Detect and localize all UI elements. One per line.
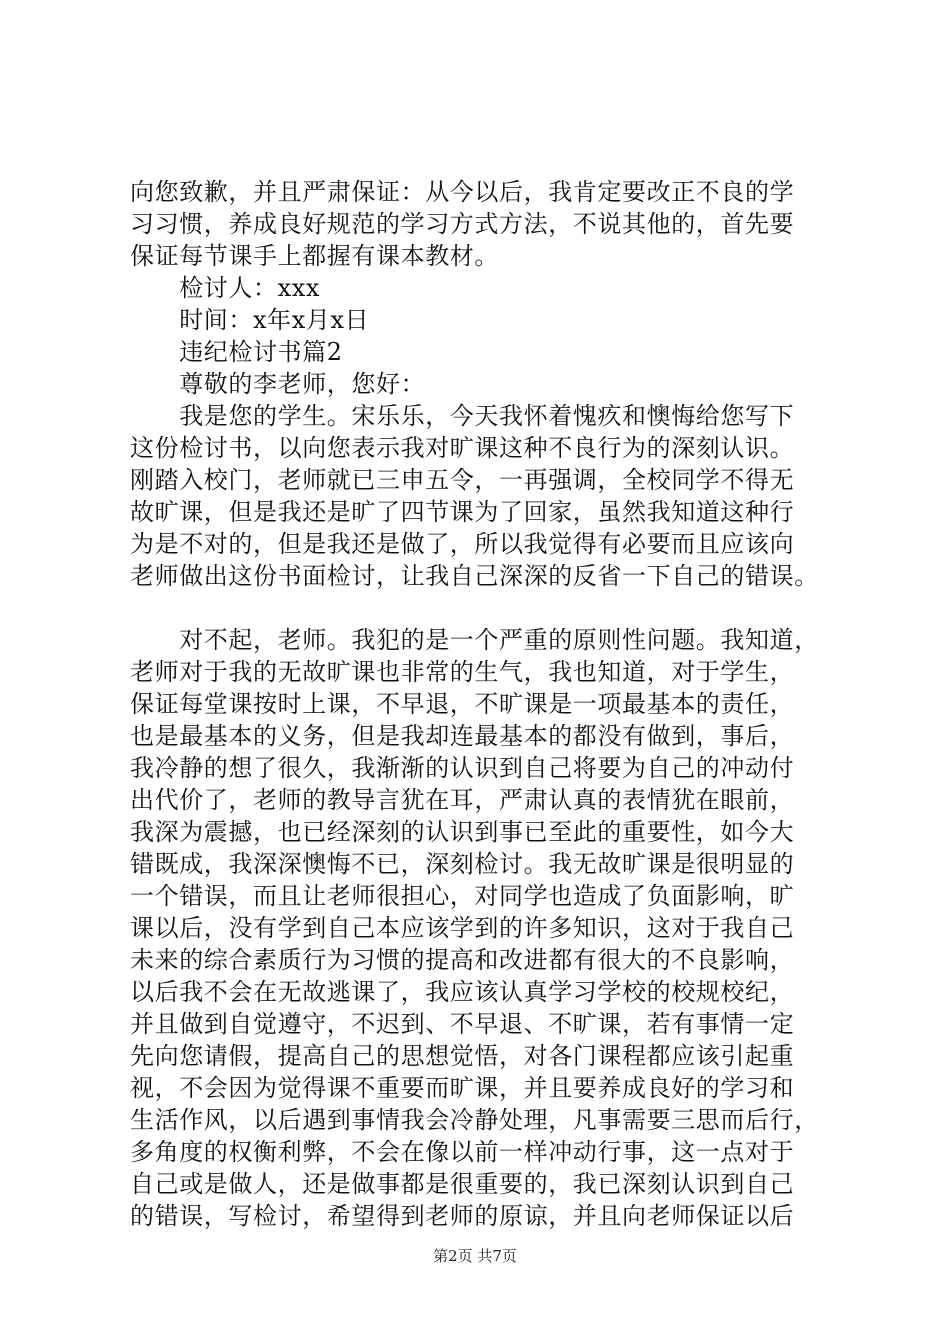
text-line: 我冷静的想了很久，我渐渐的认识到自己将要为自己的冲动付 (130, 754, 795, 782)
text-line: 一个错误，而且让老师很担心，对同学也造成了负面影响，旷 (130, 882, 795, 910)
text-line: 以后我不会在无故逃课了，我应该认真学习学校的校规校纪， (130, 978, 795, 1006)
text-line: 自己或是做人，还是做事都是很重要的，我已深刻认识到自己 (130, 1170, 795, 1198)
text-line: 并且做到自觉遵守，不迟到、不早退、不旷课，若有事情一定 (130, 1010, 795, 1038)
text-line: 老师对于我的无故旷课也非常的生气，我也知道，对于学生， (130, 658, 795, 686)
text-line: 出代价了，老师的教导言犹在耳，严肃认真的表情犹在眼前， (130, 786, 795, 814)
text-line: 向您致歉，并且严肃保证：从今以后，我肯定要改正不良的学 (130, 178, 795, 206)
text-line: 未来的综合素质行为习惯的提高和改进都有很大的不良影响， (130, 946, 795, 974)
text-line: 的错误，写检讨，希望得到老师的原谅，并且向老师保证以后 (130, 1202, 795, 1230)
text-line: 保证每堂课按时上课，不早退，不旷课是一项最基本的责任， (130, 690, 795, 718)
text-line: 为是不对的，但是我还是做了，所以我觉得有必要而且应该向 (130, 530, 795, 558)
text-line: 多角度的权衡利弊，不会在像以前一样冲动行事，这一点对于 (130, 1138, 795, 1166)
signature-line: 检讨人：xxx (130, 274, 321, 302)
text-line: 对不起，老师。我犯的是一个严重的原则性问题。我知道， (130, 626, 819, 654)
text-line: 错既成，我深深懊悔不已，深刻检讨。我无故旷课是很明显的 (130, 850, 795, 878)
page-number: 第2页 共7页 (433, 1247, 517, 1265)
section-title: 违纪检讨书篇2 (130, 338, 343, 366)
text-line: 这份检讨书，以向您表示我对旷课这种不良行为的深刻认识。 (130, 434, 795, 462)
text-line: 老师做出这份书面检讨，让我自己深深的反省一下自己的错误。 (130, 562, 819, 590)
text-line: 生活作风，以后遇到事情我会冷静处理，凡事需要三思而后行， (130, 1106, 819, 1134)
text-line: 也是最基本的义务，但是我却连最基本的都没有做到，事后， (130, 722, 795, 750)
text-line: 我深为震撼，也已经深刻的认识到事已至此的重要性，如今大 (130, 818, 795, 846)
text-line: 先向您请假，提高自己的思想觉悟，对各门课程都应该引起重 (130, 1042, 795, 1070)
text-line: 课以后，没有学到自己本应该学到的许多知识，这对于我自己 (130, 914, 795, 942)
date-line: 时间：x年x月x日 (130, 306, 370, 334)
salutation: 尊敬的李老师，您好： (130, 370, 426, 398)
text-line: 刚踏入校门，老师就已三申五令，一再强调，全校同学不得无 (130, 466, 795, 494)
text-line: 视，不会因为觉得课不重要而旷课，并且要养成良好的学习和 (130, 1074, 795, 1102)
text-line: 我是您的学生。宋乐乐，今天我怀着愧疚和懊悔给您写下 (130, 402, 795, 430)
text-line: 习习惯，养成良好规范的学习方式方法，不说其他的，首先要 (130, 210, 795, 238)
text-line: 保证每节课手上都握有课本教材。 (130, 242, 499, 270)
text-line: 故旷课，但是我还是旷了四节课为了回家，虽然我知道这种行 (130, 498, 795, 526)
